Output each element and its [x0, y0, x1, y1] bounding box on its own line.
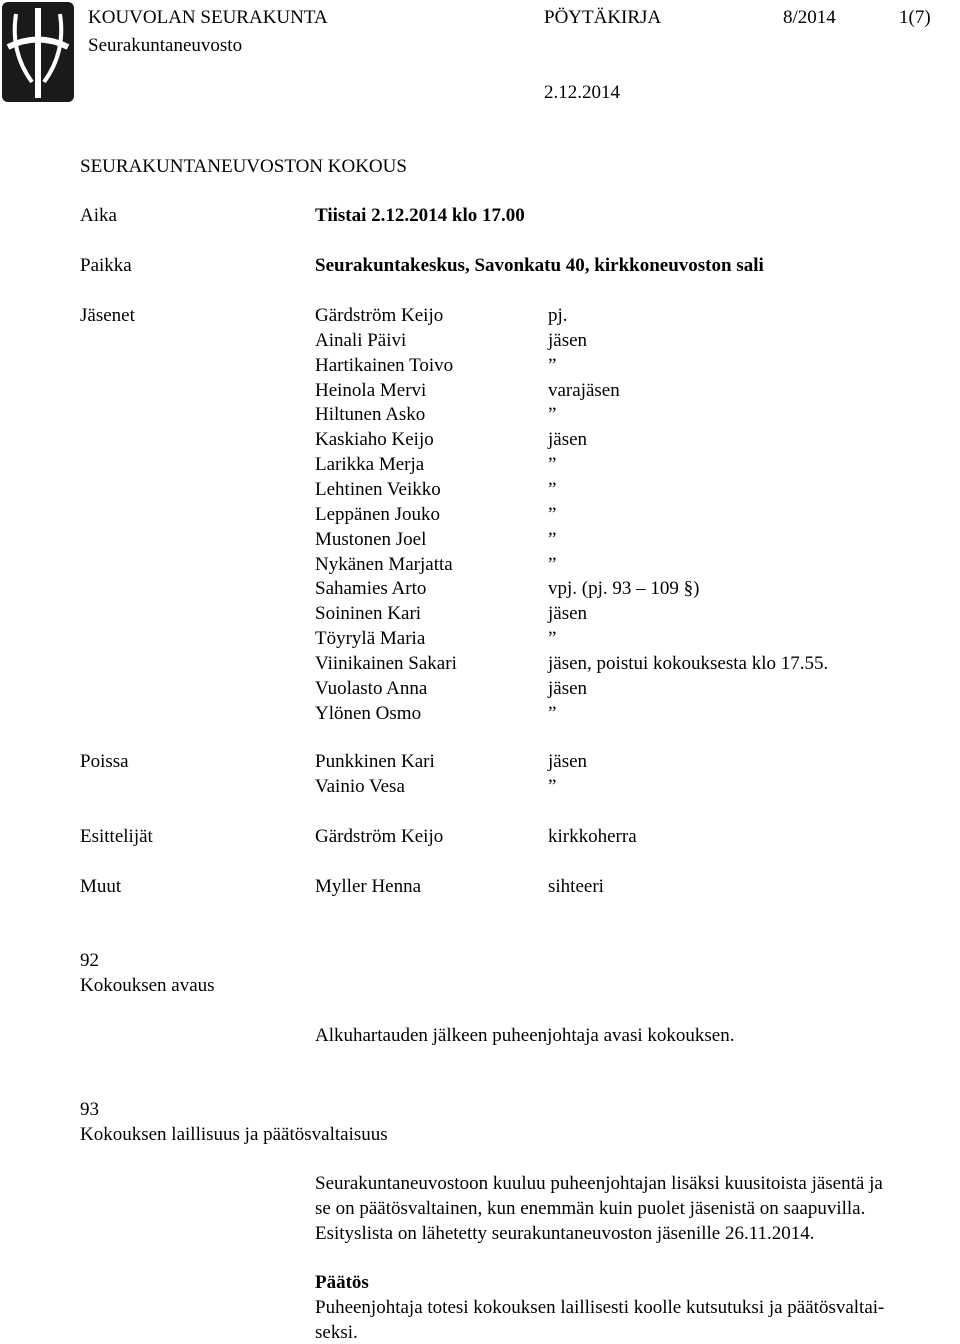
member-role: ” — [548, 702, 557, 724]
member-name: Kaskiaho Keijo — [315, 429, 434, 451]
member-name: Viinikainen Sakari — [315, 652, 457, 674]
decision-label: Päätös — [315, 1272, 369, 1293]
member-role: ” — [548, 553, 557, 575]
member-role: jäsen — [548, 429, 588, 451]
section-title: Kokouksen laillisuus ja päätösvaltaisuus — [80, 1124, 388, 1145]
doc-number: 8/2014 — [783, 7, 836, 28]
member-role: ” — [548, 478, 557, 500]
presenter-name: Gärdström Keijo — [315, 826, 444, 847]
doc-type: PÖYTÄKIRJA — [544, 7, 662, 28]
place-value: Seurakuntakeskus, Savonkatu 40, kirkkoneuvoston sali — [315, 255, 764, 276]
member-name: Soininen Kari — [315, 603, 422, 625]
member-name: Hiltunen Asko — [315, 404, 426, 426]
other-name: Myller Henna — [315, 876, 422, 897]
time-value: Tiistai 2.12.2014 klo 17.00 — [315, 205, 525, 226]
absent-name: Punkkinen Kari — [315, 751, 435, 772]
member-name: Vuolasto Anna — [315, 677, 428, 699]
parish-logo — [2, 2, 74, 102]
member-name: Leppänen Jouko — [315, 503, 441, 525]
page-number: 1(7) — [899, 7, 931, 28]
member-role: ” — [548, 354, 557, 376]
members-label: Jäsenet — [80, 305, 135, 326]
presenters-label: Esittelijät — [80, 826, 153, 847]
section-number: 92 — [80, 950, 99, 971]
other-role: sihteeri — [548, 876, 604, 897]
section-title: Kokouksen avaus — [80, 975, 215, 996]
absent-role: ” — [548, 776, 557, 797]
place-label: Paikka — [80, 255, 132, 276]
member-role: pj. — [548, 305, 568, 326]
member-name: Ainali Päivi — [315, 329, 407, 351]
member-name: Ylönen Osmo — [315, 702, 422, 724]
member-role: jäsen — [548, 603, 588, 625]
absent-label: Poissa — [80, 751, 129, 772]
time-label: Aika — [80, 205, 117, 226]
member-role: ” — [548, 404, 557, 426]
presenter-role: kirkkoherra — [548, 826, 637, 847]
member-name: Lehtinen Veikko — [315, 478, 441, 500]
member-name: Mustonen Joel — [315, 528, 427, 550]
paragraph-line: Seurakuntaneuvostoon kuuluu puheenjohtajan lisäksi kuusitoista jäsentä ja — [315, 1173, 883, 1194]
decision-line: seksi. — [315, 1322, 358, 1343]
member-role: jäsen — [548, 329, 588, 351]
member-name: Gärdström Keijo — [315, 305, 444, 326]
member-role: ” — [548, 528, 557, 550]
member-name: Nykänen Marjatta — [315, 553, 453, 575]
member-name: Sahamies Arto — [315, 578, 427, 600]
member-name: Hartikainen Toivo — [315, 354, 454, 376]
member-name: Töyrylä Maria — [315, 628, 426, 650]
absent-name: Vainio Vesa — [315, 776, 405, 797]
member-role: ” — [548, 454, 557, 476]
member-name: Larikka Merja — [315, 454, 425, 476]
decision-line: Puheenjohtaja totesi kokouksen laillisesti koolle kutsutuksi ja päätösvaltai- — [315, 1297, 885, 1318]
absent-role: jäsen — [548, 751, 588, 772]
header-date: 2.12.2014 — [544, 82, 620, 103]
org-name: KOUVOLAN SEURAKUNTA — [88, 7, 328, 28]
member-role: jäsen, poistui kokouksesta klo 17.55. — [548, 652, 829, 674]
member-role: ” — [548, 503, 557, 525]
member-role: vpj. (pj. 93 – 109 §) — [548, 578, 700, 600]
section-number: 93 — [80, 1099, 99, 1120]
member-role: jäsen — [548, 677, 588, 699]
member-name: Heinola Mervi — [315, 379, 427, 401]
member-role: varajäsen — [548, 379, 620, 401]
paragraph-line: se on päätösvaltainen, kun enemmän kuin puolet jäsenistä on saapuvilla. — [315, 1198, 866, 1219]
others-label: Muut — [80, 876, 122, 897]
member-role: ” — [548, 628, 557, 650]
meeting-title: SEURAKUNTANEUVOSTON KOKOUS — [80, 156, 407, 177]
section-text: Alkuhartauden jälkeen puheenjohtaja avasi kokouksen. — [315, 1025, 735, 1046]
body-name: Seurakuntaneuvosto — [88, 35, 243, 56]
paragraph-line: Esityslista on lähetetty seurakuntaneuvoston jäsenille 26.11.2014. — [315, 1223, 815, 1244]
